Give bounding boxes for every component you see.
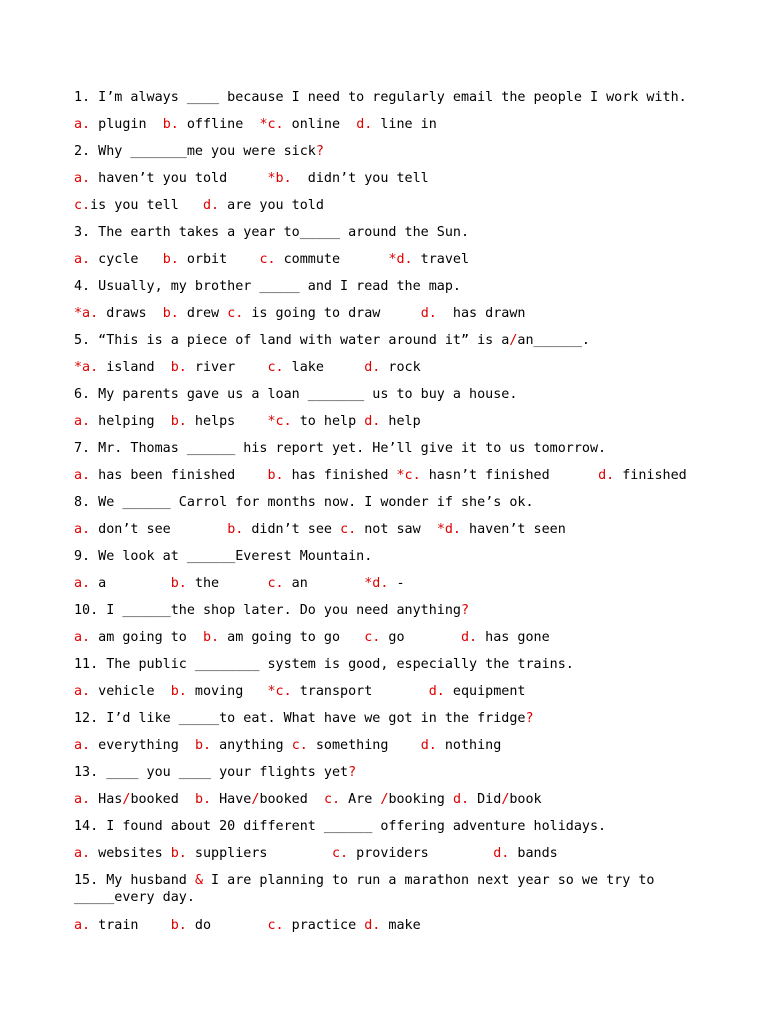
answer-options [74,791,542,808]
question-text [74,278,734,295]
option-text: something [307,738,421,753]
question-segment: 11. The public ________ system is good, especially the trains. [74,657,574,672]
option-letter: *d. [388,252,413,267]
question-punctuation: ? [525,711,534,726]
option-text: to help [291,414,365,429]
option-letter: / [501,792,510,807]
option-letter: / [122,792,131,807]
option-text: rock [380,360,421,375]
question-text [74,764,734,781]
question-segment: 7. Mr. Thomas ______ his report yet. He’ll give it to us tomorrow. [74,441,607,456]
question-text [74,332,734,349]
option-text: draws [98,306,163,321]
option-letter: a. [74,117,91,132]
question-punctuation: ? [348,765,357,780]
option-text: an [283,576,365,591]
option-letter: a. [74,792,91,807]
option-letter: a. [74,684,91,699]
option-text: didn’t see [243,522,341,537]
option-text: transport [291,684,429,699]
question-text [74,386,734,403]
option-text: river [186,360,268,375]
option-letter: *c. [396,468,421,483]
option-text: equipment [444,684,526,699]
option-text: are you told [219,198,324,213]
option-text: is you tell [90,198,203,213]
option-letter: *d. [436,522,461,537]
option-letter: a. [74,738,91,753]
answer-options [74,251,469,268]
option-letter: b. [162,306,179,321]
option-letter: c. [340,522,357,537]
question-punctuation: & [194,873,203,888]
option-letter: d. [452,792,470,807]
question-segment: 2. Why _______me you were sick [74,144,316,159]
option-text: websites [90,846,171,861]
option-letter: b. [162,117,179,132]
question-text [74,494,734,511]
option-letter: a. [74,630,91,645]
option-text: Did [469,792,502,807]
option-letter: b. [162,252,179,267]
option-text: don’t see [90,522,228,537]
option-text: commute [275,252,389,267]
option-letter: a. [74,414,91,429]
option-letter: d. [364,918,381,933]
question-segment: 14. I found about 20 different ______ offering adventure holidays. [74,819,607,834]
answer-options [74,683,526,700]
option-letter: c. [323,792,341,807]
option-text: lake [283,360,365,375]
option-letter: *d. [364,576,389,591]
option-letter: c. [267,360,284,375]
option-text: anything [211,738,292,753]
question-segment: 15. My husband [74,873,195,888]
question-segment: I are planning to run a marathon next year so we try to _____every day. [74,873,655,905]
option-text: providers [348,846,494,861]
option-letter: b. [170,918,187,933]
question-punctuation: ? [460,603,470,618]
option-text: am going to [90,630,203,645]
option-text: everything [90,738,195,753]
option-text: Have [211,792,252,807]
option-text: booked [259,792,324,807]
option-letter: *c. [267,684,292,699]
option-letter: d. [461,630,478,645]
option-text: Are [340,792,381,807]
question-segment: 4. Usually, my brother _____ and I read the map. [74,279,461,294]
option-text: help [380,414,421,429]
option-letter: *a. [74,306,99,321]
question-punctuation: ? [315,144,324,159]
option-letter: b. [170,360,187,375]
option-letter: a. [74,522,91,537]
option-text: do [186,918,268,933]
option-letter: d. [428,684,445,699]
option-text: plugin [90,117,163,132]
option-letter: c. [267,576,284,591]
option-text: helping [90,414,171,429]
option-letter: b. [170,576,187,591]
option-text: the [186,576,268,591]
option-letter: d. [420,738,437,753]
option-text: travel [412,252,470,267]
question-punctuation: / [509,333,518,348]
option-text: booked [130,792,195,807]
option-text: has been finished [90,468,268,483]
option-letter: d. [364,414,381,429]
question-segment: 10. I ______the shop later. Do you need anything [74,603,461,618]
answer-options [74,305,526,322]
question-text [74,548,734,565]
option-letter: c. [364,630,381,645]
option-text: has drawn [436,306,526,321]
answer-options [74,197,324,214]
option-letter: d. [203,198,220,213]
option-letter: b. [170,684,187,699]
question-text [74,602,734,619]
option-letter: d. [356,117,373,132]
question-segment: 13. ____ you ____ your flights yet [74,765,349,780]
option-letter: c. [74,198,91,213]
option-letter: a. [74,918,91,933]
option-text: Has [90,792,123,807]
option-letter: b. [203,630,220,645]
option-letter: a. [74,171,91,186]
question-segment: 6. My parents gave us a loan _______ us to buy a house. [74,387,518,402]
option-text: offline [178,117,260,132]
answer-options [74,413,421,430]
option-letter: a. [74,846,91,861]
option-text: didn’t you tell [291,171,429,186]
option-text: drew [178,306,228,321]
option-letter: d. [420,306,437,321]
option-letter: *c. [267,414,292,429]
option-letter: c. [259,252,276,267]
option-text: is going to draw [243,306,421,321]
question-text [74,872,734,906]
option-text: a [90,576,171,591]
option-letter: b. [194,738,212,753]
option-text: line in [372,117,437,132]
question-segment: 8. We ______ Carrol for months now. I wonder if she’s ok. [74,495,534,510]
option-letter: *b. [267,171,292,186]
option-letter: a. [74,576,91,591]
option-letter: a. [74,468,91,483]
option-letter: b. [227,522,244,537]
option-text: booking [388,792,453,807]
option-letter: / [251,792,260,807]
option-letter: b. [170,414,187,429]
answer-options [74,170,429,187]
question-text [74,818,734,835]
option-text: nothing [436,738,502,753]
option-letter: b. [170,846,187,861]
option-text: island [98,360,171,375]
answer-options [74,737,501,754]
option-text: book [509,792,542,807]
question-text [74,440,734,457]
option-text: - [388,576,405,591]
question-text [74,710,734,727]
question-text [74,89,734,106]
option-text: bands [509,846,558,861]
answer-options [74,467,687,484]
answer-options [74,521,566,538]
option-letter: *a. [74,360,99,375]
question-segment: 12. I’d like _____to eat. What have we got in the fridge [74,711,526,726]
option-text: has gone [477,630,550,645]
option-text: haven’t seen [461,522,566,537]
option-text: has finished [283,468,397,483]
answer-options [74,629,550,646]
option-text: orbit [178,252,260,267]
answer-options [74,359,421,376]
question-text [74,656,734,673]
answer-options [74,917,421,934]
option-text: vehicle [90,684,171,699]
option-letter: / [380,792,389,807]
option-text: suppliers [186,846,332,861]
option-letter: b. [267,468,284,483]
option-letter: a. [74,252,91,267]
question-segment: an______. [517,333,590,348]
option-letter: *c. [259,117,284,132]
option-text: haven’t you told [90,171,268,186]
option-text: hasn’t finished [420,468,599,483]
option-letter: c. [227,306,244,321]
option-letter: c. [291,738,308,753]
option-text: moving [186,684,268,699]
option-text: train [90,918,171,933]
option-text: go [380,630,461,645]
question-text [74,224,734,241]
option-text: make [380,918,421,933]
option-letter: d. [364,360,381,375]
option-text: cycle [90,252,163,267]
question-segment: 5. “This is a piece of land with water around it” is a [74,333,510,348]
option-text: am going to go [219,630,365,645]
option-text: practice [283,918,365,933]
answer-options [74,575,405,592]
option-text: online [283,117,357,132]
option-letter: d. [493,846,510,861]
answer-options [74,116,437,133]
option-text: not saw [356,522,437,537]
question-text [74,143,734,160]
option-letter: c. [267,918,284,933]
option-letter: c. [332,846,349,861]
question-segment: 1. I’m always ____ because I need to regularly email the people I work with. [74,90,687,105]
question-segment: 3. The earth takes a year to_____ around the Sun. [74,225,470,240]
option-letter: d. [598,468,615,483]
option-text: helps [186,414,268,429]
option-text: finished [614,468,687,483]
question-segment: 9. We look at ______Everest Mountain. [74,549,373,564]
answer-options [74,845,558,862]
option-letter: b. [194,792,212,807]
